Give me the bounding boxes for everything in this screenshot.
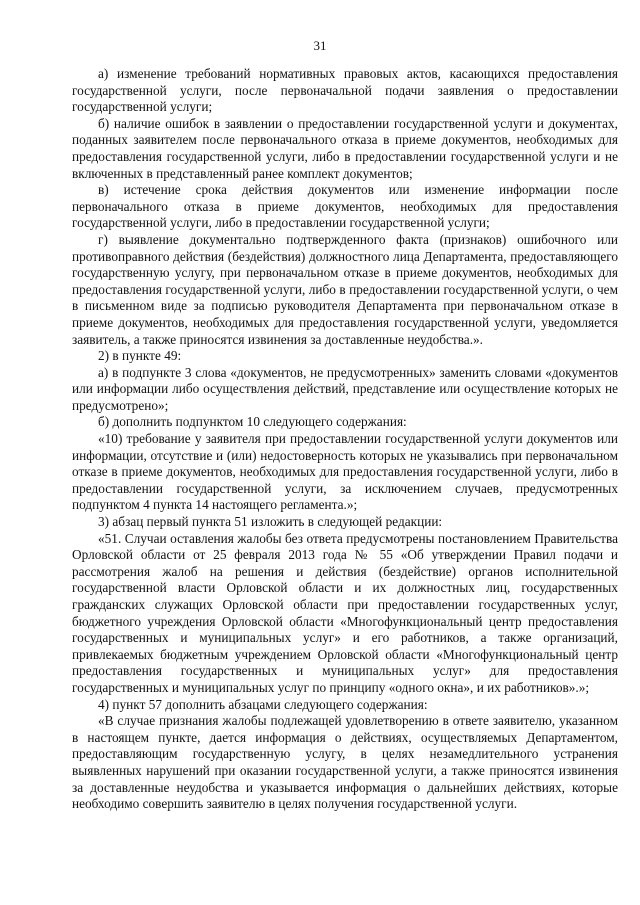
- paragraph-item-b: б) наличие ошибок в заявлении о предоставлении государственной услуги и документах, поданных заявителем после первоначального отказа в приеме документов, необходимых для предоставления государственной услуги, либо в предоставлении государственной услуги и не включенных в представленный ранее комплект документов;: [72, 115, 618, 181]
- paragraph-subpoint-10: «10) требование у заявителя при предоставлении государственной услуги документов или информации, отсутствие и (или) недостоверность которых не указывались при первоначальном отказе в приеме документов, необходимых для предоставления государственной услуги, либо в предоставлении государственной услуги, за исключением случаев, предусмотренных подпунктом 4 пункта 14 настоящего регламента.»;: [72, 431, 618, 513]
- paragraph-point-2b: б) дополнить подпунктом 10 следующего содержания:: [98, 414, 407, 430]
- paragraph-point-4: 4) пункт 57 дополнить абзацами следующего содержания:: [98, 696, 428, 712]
- paragraph-point-2: 2) в пункте 49:: [98, 348, 182, 364]
- paragraph-point-51: «51. Случаи оставления жалобы без ответа предусмотрены постановлением Правительства Орловской области от 25 февраля 2013 года № 55 «Об утверждении Правил подачи и рассмотрения жалоб на решения и действия (бездействие) органов исполнительной государственной власти Орловской области и их должностных лиц, государственных гражданских служащих Орловской области при предоставлении государственных услуг, бюджетного учреждения Орловской области «Многофункциональный центр предоставления государственных и муниципальных услуг» и его работников, а также организаций, привлекаемых бюджетным учреждением Орловской области «Многофункциональный центр предоставления государственных и муниципальных услуг» для предоставления государственных и муниципальных услуг по принципу «одного окна», и их работников».»;: [72, 530, 618, 695]
- page-number: 31: [313, 38, 327, 53]
- paragraph-point-2a: а) в подпункте 3 слова «документов, не предусмотренных» заменить словами «документов или информации либо осуществления действий, представление или осуществление которых не предусмотрено»;: [72, 364, 618, 413]
- paragraph-item-a: а) изменение требований нормативных правовых актов, касающихся предоставления государственной услуги, после первоначальной подачи заявления о предоставлении государственной услуги;: [72, 66, 618, 115]
- paragraph-item-g: г) выявление документально подтвержденного факта (признаков) ошибочного или противоправного действия (бездействия) должностного лица Департамента, предоставляющего государственную услугу, при первоначальном отказе в приеме документов, необходимых для предоставления государственной услуги, либо в предоставлении государственной услуги, о чем в письменном виде за подписью руководителя Департамента при первоначальном отказе в приеме документов, необходимых для предоставления государственной услуги, уведомляется заявитель, а также приносятся извинения за доставленные неудобства.».: [72, 231, 618, 347]
- document-body: [72, 66, 618, 813]
- paragraph-item-v: в) истечение срока действия документов или изменение информации после первоначального отказа в приеме документов, необходимых для предоставления государственной услуги, либо в предоставлении государственной услуги;: [72, 182, 618, 231]
- paragraph-point-3: 3) абзац первый пункта 51 изложить в следующей редакции:: [98, 514, 443, 530]
- paragraph-complaint-satisfied: «В случае признания жалобы подлежащей удовлетворению в ответе заявителю, указанном в настоящем пункте, дается информация о действиях, осуществляемых Департаментом, предоставляющим государственную услугу, в целях незамедлительного устранения выявленных нарушений при оказании государственной услуги, а также приносятся извинения за доставленные неудобства и указывается информация о дальнейших действиях, которые необходимо совершить заявителю в целях получения государственной услуги.: [72, 713, 618, 812]
